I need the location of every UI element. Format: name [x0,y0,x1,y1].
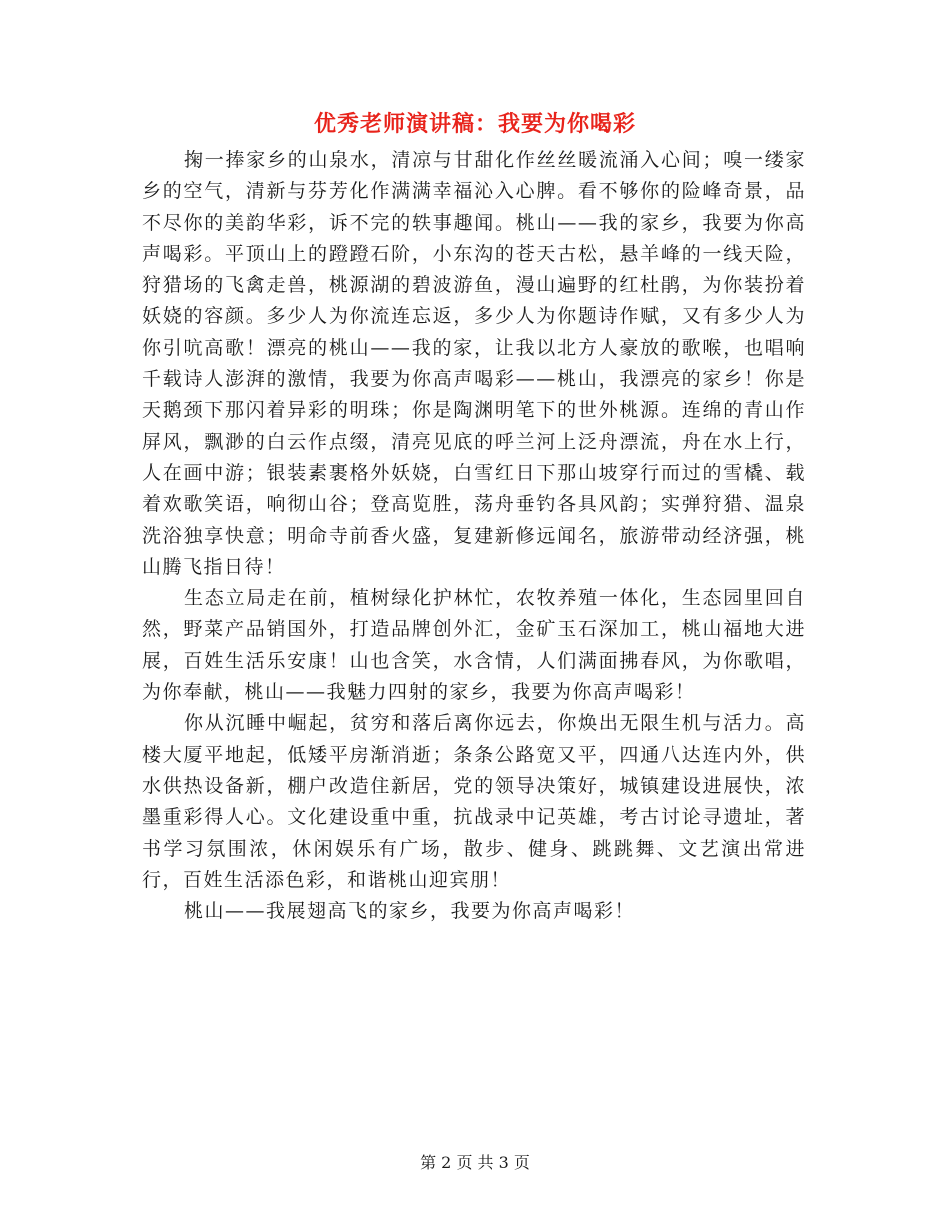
document-body [142,145,806,927]
paragraph-4: 桃山——我展翅高飞的家乡，我要为你高声喝彩！ [184,900,636,923]
paragraph-2: 生态立局走在前，植树绿化护林忙，农牧养殖一体化，生态园里回自然，野菜产品销国外，打造品牌创外汇，金矿玉石深加工，桃山福地大进展，百姓生活乐安康！山也含笑，水含情，人们满面拂春风，为你歌唱，为你奉献，桃山——我魅力四射的家乡，我要为你高声喝彩！ [142,587,806,704]
paragraph-3: 你从沉睡中崛起，贫穷和落后离你远去，你焕出无限生机与活力。高楼大厦平地起，低矮平房渐消逝；条条公路宽又平，四通八达连内外，供水供热设备新，棚户改造住新居，党的领导决策好，城镇建设进展快，浓墨重彩得人心。文化建设重中重，抗战录中记英雄，考古讨论寻遗址，著书学习氛围浓，休闲娱乐有广场，散步、健身、跳跳舞、文艺演出常进行，百姓生活添色彩，和谐桃山迎宾朋！ [142,712,806,891]
paragraph-1: 掬一捧家乡的山泉水，清凉与甘甜化作丝丝暖流涌入心间；嗅一缕家乡的空气，清新与芬芳化作满满幸福沁入心脾。看不够你的险峰奇景，品不尽你的美韵华彩，诉不完的轶事趣闻。桃山——我的家乡，我要为你高声喝彩。平顶山上的蹬蹬石阶，小东沟的苍天古松，悬羊峰的一线天险，狩猎场的飞禽走兽，桃源湖的碧波游鱼，漫山遍野的红杜鹃，为你装扮着妖娆的容颜。多少人为你流连忘返，多少人为你题诗作赋，又有多少人为你引吭高歌！漂亮的桃山——我的家，让我以北方人豪放的歌喉，也唱响千载诗人澎湃的激情，我要为你高声喝彩——桃山，我漂亮的家乡！你是天鹅颈下那闪着异彩的明珠；你是陶渊明笔下的世外桃源。连绵的青山作屏风，飘渺的白云作点缀，清亮见底的呼兰河上泛舟漂流，舟在水上行，人在画中游；银装素裹格外妖娆，白雪红日下那山坡穿行而过的雪橇、载着欢歌笑语，响彻山谷；登高览胜，荡舟垂钓各具风韵；实弹狩猎、温泉洗浴独享快意；明命寺前香火盛，复建新修远闻名，旅游带动经济强，桃山腾飞指日待！ [142,149,806,578]
document-title: 优秀老师演讲稿：我要为你喝彩 [313,111,636,137]
page-number-footer: 第 2 页 共 3 页 [420,1153,530,1172]
